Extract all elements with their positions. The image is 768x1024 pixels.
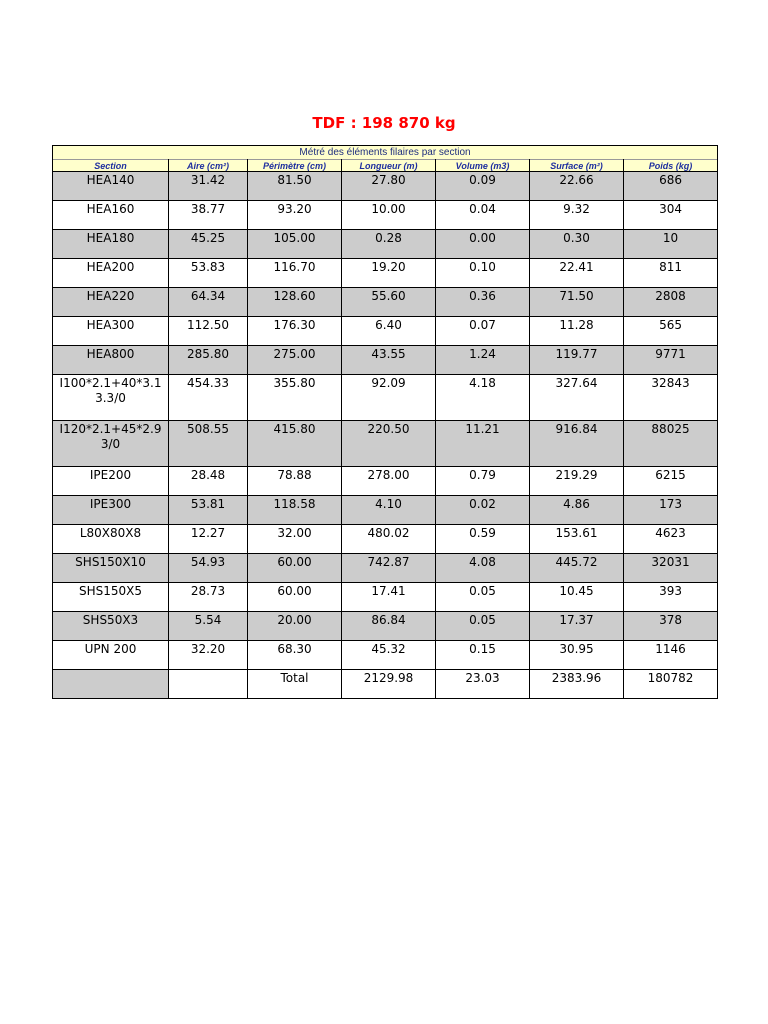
cell-longueur: 55.60 xyxy=(342,288,436,317)
table-row xyxy=(53,172,718,201)
cell-longueur: 19.20 xyxy=(342,259,436,288)
cell-section: L80X80X8 xyxy=(53,525,169,554)
cell-volume: 0.10 xyxy=(436,259,530,288)
cell-poids: 686 xyxy=(624,172,718,201)
table-row xyxy=(53,583,718,612)
cell-surface: 30.95 xyxy=(530,641,624,670)
cell-aire: 5.54 xyxy=(169,612,248,641)
cell-perimetre: 78.88 xyxy=(248,467,342,496)
table-row xyxy=(53,288,718,317)
cell-perimetre: 60.00 xyxy=(248,583,342,612)
total-surface: 2383.96 xyxy=(530,670,624,699)
cell-aire: 28.48 xyxy=(169,467,248,496)
cell-volume: 1.24 xyxy=(436,346,530,375)
cell-volume: 11.21 xyxy=(436,421,530,467)
cell-aire: 28.73 xyxy=(169,583,248,612)
table-row xyxy=(53,641,718,670)
cell-surface: 219.29 xyxy=(530,467,624,496)
table-row xyxy=(53,201,718,230)
cell-longueur: 17.41 xyxy=(342,583,436,612)
cell-section: SHS150X10 xyxy=(53,554,169,583)
table-caption-row xyxy=(53,146,718,160)
total-row xyxy=(53,670,718,699)
table-row xyxy=(53,375,718,421)
cell-volume: 0.02 xyxy=(436,496,530,525)
cell-poids: 378 xyxy=(624,612,718,641)
cell-perimetre: 68.30 xyxy=(248,641,342,670)
cell-section: HEA200 xyxy=(53,259,169,288)
cell-section: IPE300 xyxy=(53,496,169,525)
cell-longueur: 10.00 xyxy=(342,201,436,230)
cell-aire: 12.27 xyxy=(169,525,248,554)
cell-poids: 1146 xyxy=(624,641,718,670)
total-poids: 180782 xyxy=(624,670,718,699)
cell-surface: 17.37 xyxy=(530,612,624,641)
cell-volume: 0.04 xyxy=(436,201,530,230)
cell-volume: 4.18 xyxy=(436,375,530,421)
cell-perimetre: 32.00 xyxy=(248,525,342,554)
table-header-row xyxy=(53,160,718,172)
table-row xyxy=(53,612,718,641)
cell-aire: 32.20 xyxy=(169,641,248,670)
cell-aire: 53.83 xyxy=(169,259,248,288)
cell-aire: 53.81 xyxy=(169,496,248,525)
cell-section: HEA180 xyxy=(53,230,169,259)
cell-surface: 22.66 xyxy=(530,172,624,201)
cell-aire: 285.80 xyxy=(169,346,248,375)
cell-aire: 112.50 xyxy=(169,317,248,346)
cell-poids: 32843 xyxy=(624,375,718,421)
table-row xyxy=(53,230,718,259)
table-row xyxy=(53,259,718,288)
cell-aire: 64.34 xyxy=(169,288,248,317)
header-section: Section xyxy=(53,160,169,172)
cell-volume: 0.79 xyxy=(436,467,530,496)
table-row xyxy=(53,496,718,525)
cell-perimetre: 60.00 xyxy=(248,554,342,583)
cell-poids: 173 xyxy=(624,496,718,525)
cell-poids: 2808 xyxy=(624,288,718,317)
cell-volume: 0.05 xyxy=(436,612,530,641)
cell-section: HEA300 xyxy=(53,317,169,346)
cell-aire: 54.93 xyxy=(169,554,248,583)
cell-longueur: 742.87 xyxy=(342,554,436,583)
cell-longueur: 43.55 xyxy=(342,346,436,375)
cell-poids: 10 xyxy=(624,230,718,259)
cell-perimetre: 128.60 xyxy=(248,288,342,317)
header-aire: Aire (cm²) xyxy=(169,160,248,172)
cell-poids: 393 xyxy=(624,583,718,612)
cell-volume: 4.08 xyxy=(436,554,530,583)
cell-longueur: 6.40 xyxy=(342,317,436,346)
cell-volume: 0.59 xyxy=(436,525,530,554)
cell-section: HEA220 xyxy=(53,288,169,317)
header-longueur: Longueur (m) xyxy=(342,160,436,172)
cell-aire: 454.33 xyxy=(169,375,248,421)
cell-aire: 31.42 xyxy=(169,172,248,201)
total-cell-aire xyxy=(169,670,248,699)
total-longueur: 2129.98 xyxy=(342,670,436,699)
cell-perimetre: 81.50 xyxy=(248,172,342,201)
total-label: Total xyxy=(248,670,342,699)
cell-surface: 71.50 xyxy=(530,288,624,317)
cell-section: HEA800 xyxy=(53,346,169,375)
total-cell-section xyxy=(53,670,169,699)
cell-section: HEA160 xyxy=(53,201,169,230)
table-row xyxy=(53,467,718,496)
cell-surface: 4.86 xyxy=(530,496,624,525)
cell-surface: 916.84 xyxy=(530,421,624,467)
header-surface: Surface (m²) xyxy=(530,160,624,172)
cell-surface: 153.61 xyxy=(530,525,624,554)
cell-surface: 327.64 xyxy=(530,375,624,421)
cell-poids: 811 xyxy=(624,259,718,288)
cell-perimetre: 415.80 xyxy=(248,421,342,467)
cell-aire: 508.55 xyxy=(169,421,248,467)
cell-surface: 11.28 xyxy=(530,317,624,346)
cell-volume: 0.36 xyxy=(436,288,530,317)
table-row xyxy=(53,317,718,346)
sections-table xyxy=(52,145,718,699)
table-caption: Métré des éléments filaires par section xyxy=(53,146,718,160)
cell-section: I120*2.1+45*2.9 3/0 xyxy=(53,421,169,467)
table-row xyxy=(53,421,718,467)
cell-aire: 38.77 xyxy=(169,201,248,230)
header-perimetre: Périmètre (cm) xyxy=(248,160,342,172)
cell-longueur: 45.32 xyxy=(342,641,436,670)
cell-section: UPN 200 xyxy=(53,641,169,670)
cell-poids: 565 xyxy=(624,317,718,346)
cell-section: HEA140 xyxy=(53,172,169,201)
cell-surface: 445.72 xyxy=(530,554,624,583)
cell-surface: 22.41 xyxy=(530,259,624,288)
cell-poids: 6215 xyxy=(624,467,718,496)
cell-longueur: 480.02 xyxy=(342,525,436,554)
cell-aire: 45.25 xyxy=(169,230,248,259)
cell-volume: 0.05 xyxy=(436,583,530,612)
header-volume: Volume (m3) xyxy=(436,160,530,172)
page-title: TDF : 198 870 kg xyxy=(312,114,456,132)
table-row xyxy=(53,525,718,554)
cell-perimetre: 116.70 xyxy=(248,259,342,288)
header-poids: Poids (kg) xyxy=(624,160,718,172)
cell-longueur: 278.00 xyxy=(342,467,436,496)
cell-section: IPE200 xyxy=(53,467,169,496)
cell-perimetre: 93.20 xyxy=(248,201,342,230)
total-volume: 23.03 xyxy=(436,670,530,699)
cell-surface: 119.77 xyxy=(530,346,624,375)
cell-longueur: 27.80 xyxy=(342,172,436,201)
cell-surface: 0.30 xyxy=(530,230,624,259)
cell-section: SHS50X3 xyxy=(53,612,169,641)
cell-longueur: 0.28 xyxy=(342,230,436,259)
cell-longueur: 86.84 xyxy=(342,612,436,641)
cell-poids: 304 xyxy=(624,201,718,230)
cell-poids: 4623 xyxy=(624,525,718,554)
cell-poids: 88025 xyxy=(624,421,718,467)
cell-perimetre: 176.30 xyxy=(248,317,342,346)
cell-longueur: 92.09 xyxy=(342,375,436,421)
cell-perimetre: 20.00 xyxy=(248,612,342,641)
cell-volume: 0.15 xyxy=(436,641,530,670)
cell-volume: 0.00 xyxy=(436,230,530,259)
cell-surface: 9.32 xyxy=(530,201,624,230)
cell-perimetre: 105.00 xyxy=(248,230,342,259)
cell-poids: 32031 xyxy=(624,554,718,583)
table-row xyxy=(53,554,718,583)
cell-section: SHS150X5 xyxy=(53,583,169,612)
cell-volume: 0.07 xyxy=(436,317,530,346)
cell-section: I100*2.1+40*3.1 3.3/0 xyxy=(53,375,169,421)
cell-volume: 0.09 xyxy=(436,172,530,201)
cell-perimetre: 118.58 xyxy=(248,496,342,525)
cell-surface: 10.45 xyxy=(530,583,624,612)
cell-longueur: 220.50 xyxy=(342,421,436,467)
cell-longueur: 4.10 xyxy=(342,496,436,525)
cell-poids: 9771 xyxy=(624,346,718,375)
table-row xyxy=(53,346,718,375)
cell-perimetre: 355.80 xyxy=(248,375,342,421)
cell-perimetre: 275.00 xyxy=(248,346,342,375)
